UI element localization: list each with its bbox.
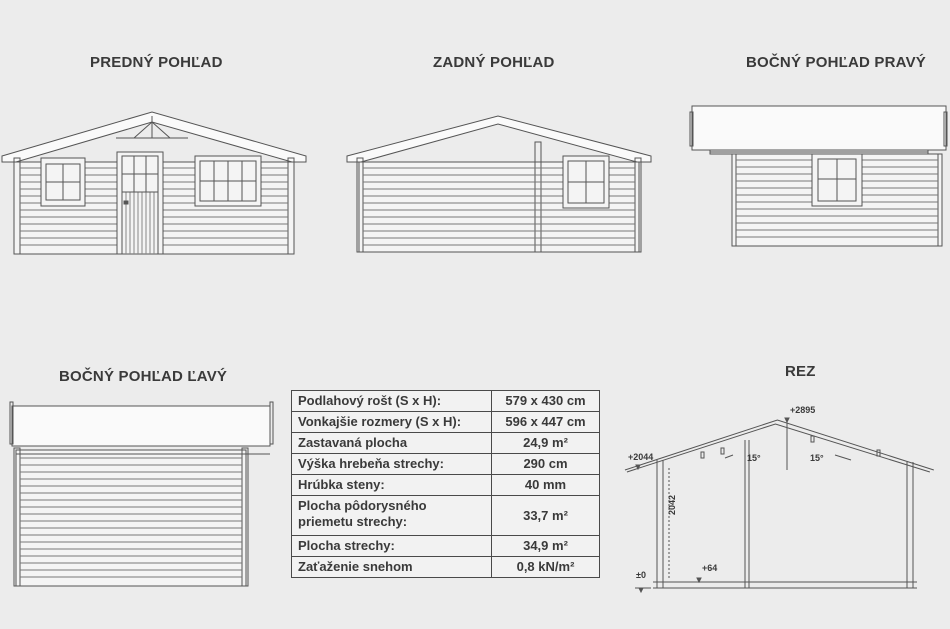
section-ridge-label: +2895 [790, 405, 816, 415]
side-left-view-title: BOČNÝ POHĽAD ĽAVÝ [59, 368, 228, 385]
section-eave-label: +2044 [628, 452, 654, 462]
side-left-view-drawing [8, 400, 278, 590]
spec-label: Podlahový rošt (S x H): [292, 391, 492, 412]
spec-row [292, 412, 600, 433]
spec-label: Vonkajšie rozmery (S x H): [292, 412, 492, 433]
spec-value: 290 cm [492, 454, 600, 475]
spec-value: 579 x 430 cm [492, 391, 600, 412]
spec-label: Výška hrebeňa strechy: [292, 454, 492, 475]
spec-value: 0,8 kN/m² [492, 557, 600, 578]
spec-row [292, 391, 600, 412]
spec-row [292, 536, 600, 557]
spec-value: 24,9 m² [492, 433, 600, 454]
spec-table [291, 390, 600, 578]
back-view-title: ZADNÝ POHĽAD [433, 54, 555, 71]
back-view-drawing [345, 112, 655, 257]
spec-value: 33,7 m² [492, 496, 600, 536]
section-pitch-left-label: 15° [747, 453, 761, 463]
section-floor-label: +64 [702, 563, 718, 573]
spec-row [292, 496, 600, 536]
spec-label: Plocha strechy: [292, 536, 492, 557]
spec-row [292, 433, 600, 454]
section-ground-label: ±0 [636, 570, 646, 580]
front-view-drawing [0, 108, 310, 258]
spec-row [292, 557, 600, 578]
spec-row [292, 454, 600, 475]
section-view-title: REZ [785, 363, 816, 380]
spec-value: 596 x 447 cm [492, 412, 600, 433]
spec-label: Plocha pôdorysného priemetu strechy: [292, 496, 492, 536]
section-pitch-right-label: 15° [810, 453, 824, 463]
spec-value: 34,9 m² [492, 536, 600, 557]
spec-value: 40 mm [492, 475, 600, 496]
spec-label: Zastavaná plocha [292, 433, 492, 454]
front-view-title: PREDNÝ POHĽAD [90, 54, 223, 71]
side-right-view-drawing [688, 104, 950, 254]
section-wall-height-label: 2042 [667, 494, 677, 515]
spec-label: Zaťaženie snehom [292, 557, 492, 578]
spec-label: Hrúbka steny: [292, 475, 492, 496]
spec-row [292, 475, 600, 496]
side-right-view-title: BOČNÝ POHĽAD PRAVÝ [746, 54, 927, 71]
